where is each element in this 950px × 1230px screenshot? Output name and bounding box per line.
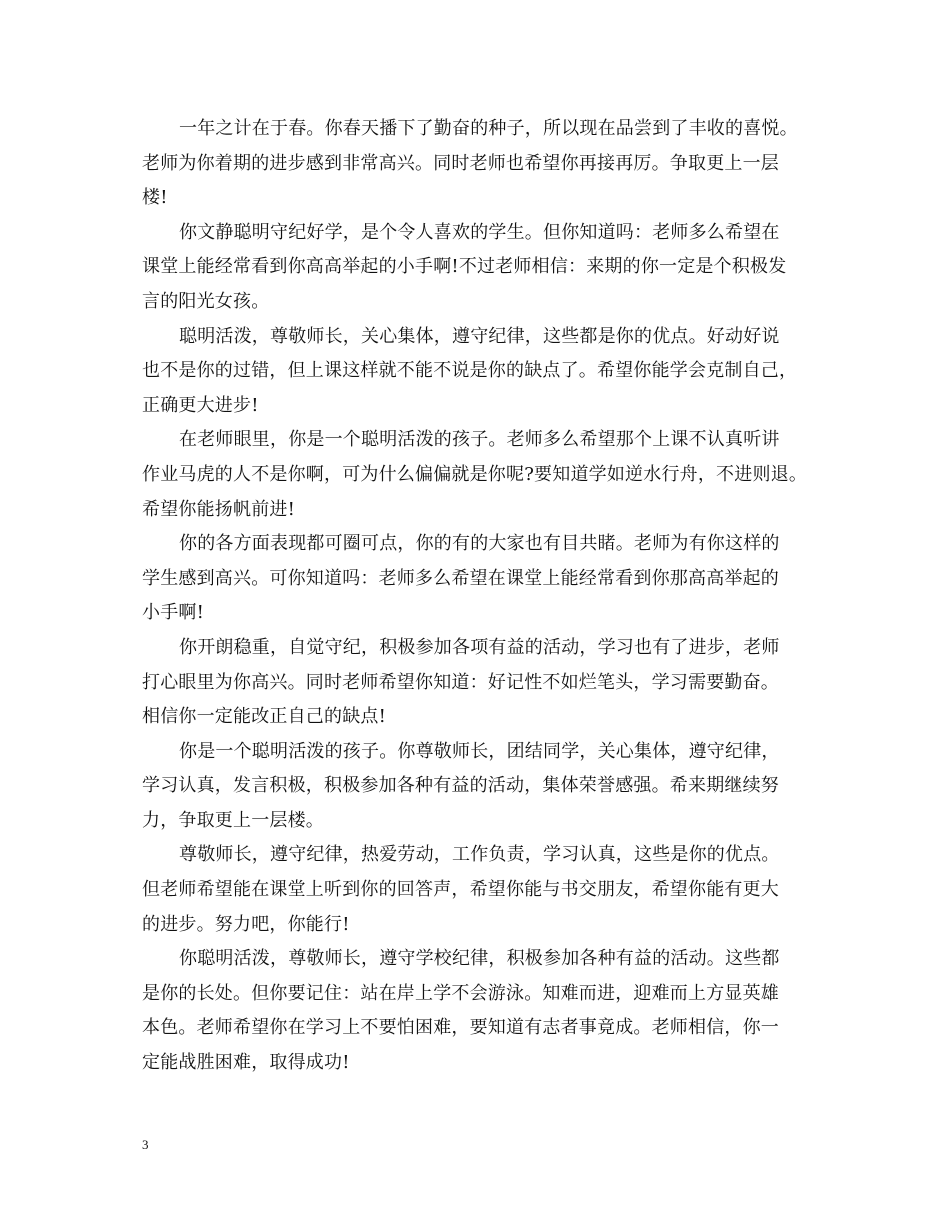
body-text — [142, 112, 822, 1081]
text-line: 学生感到高兴。可你知道吗：老师多么希望在课堂上能经常看到你那高高举起的 — [142, 567, 779, 589]
text-line: 打心眼里为你高兴。同时老师希望你知道：好记性不如烂笔头，学习需要勤奋。 — [142, 671, 779, 693]
text-line: 希望你能扬帆前进! — [142, 498, 296, 520]
text-line: 正确更大进步! — [142, 394, 259, 416]
text-line: 是你的长处。但你要记住：站在岸上学不会游泳。知难而进，迎难而上方显英雄 — [142, 982, 779, 1004]
text-line: 老师为你着期的进步感到非常高兴。同时老师也希望你再接再厉。争取更上一层 — [142, 152, 779, 174]
text-line: 尊敬师长，遵守纪律，热爱劳动，工作负责，学习认真，这些是你的优点。 — [179, 844, 780, 866]
paragraph — [142, 112, 822, 216]
text-line: 也不是你的过错，但上课这样就不能不说是你的缺点了。希望你能学会克制自己， — [142, 360, 798, 382]
paragraph — [142, 838, 822, 942]
paragraph — [142, 942, 822, 1080]
text-line: 聪明活泼，尊敬师长，关心集体，遵守纪律，这些都是你的优点。好动好说 — [179, 325, 780, 347]
text-line: 言的阳光女孩。 — [142, 290, 270, 312]
paragraph — [142, 320, 822, 424]
text-line: 定能战胜困难，取得成功! — [142, 1052, 350, 1074]
paragraph — [142, 527, 822, 631]
text-line: 楼! — [142, 187, 168, 209]
text-line: 学习认真，发言积极，积极参加各种有益的活动，集体荣誉感强。希来期继续努 — [142, 775, 779, 797]
text-line: 课堂上能经常看到你高高举起的小手啊!不过老师相信：来期的你一定是个积极发 — [142, 256, 787, 278]
text-line: 你的各方面表现都可圈可点，你的有的大家也有目共睹。老师为有你这样的 — [179, 533, 780, 555]
text-line: 但老师希望能在课堂上听到你的回答声，希望你能与书交朋友，希望你能有更大 — [142, 879, 779, 901]
paragraph — [142, 631, 822, 735]
paragraph — [142, 423, 822, 527]
text-line: 你文静聪明守纪好学，是个令人喜欢的学生。但你知道吗：老师多么希望在 — [179, 221, 780, 243]
text-line: 你开朗稳重，自觉守纪，积极参加各项有益的活动，学习也有了进步，老师 — [179, 636, 780, 658]
text-line: 一年之计在于春。你春天播下了勤奋的种子，所以现在品尝到了丰收的喜悦。 — [179, 118, 798, 139]
text-line: 相信你一定能改正自己的缺点! — [142, 706, 387, 728]
text-line: 作业马虎的人不是你啊，可为什么偏偏就是你呢?要知道学如逆水行舟，不进则退。 — [142, 463, 808, 485]
text-line: 力，争取更上一层楼。 — [142, 809, 324, 831]
text-line: 的进步。努力吧，你能行! — [142, 913, 350, 935]
paragraph — [142, 216, 822, 320]
text-line: 在老师眼里，你是一个聪明活泼的孩子。老师多么希望那个上课不认真听讲 — [179, 429, 780, 451]
page-number: 3 — [142, 1137, 149, 1152]
text-line: 本色。老师希望你在学习上不要怕困难，要知道有志者事竟成。老师相信，你一 — [142, 1017, 779, 1039]
text-line: 你聪明活泼，尊敬师长，遵守学校纪律，积极参加各种有益的活动。这些都 — [179, 948, 780, 970]
text-line: 你是一个聪明活泼的孩子。你尊敬师长，团结同学，关心集体，遵守纪律， — [179, 740, 780, 762]
paragraph — [142, 735, 822, 839]
text-line: 小手啊! — [142, 602, 205, 624]
